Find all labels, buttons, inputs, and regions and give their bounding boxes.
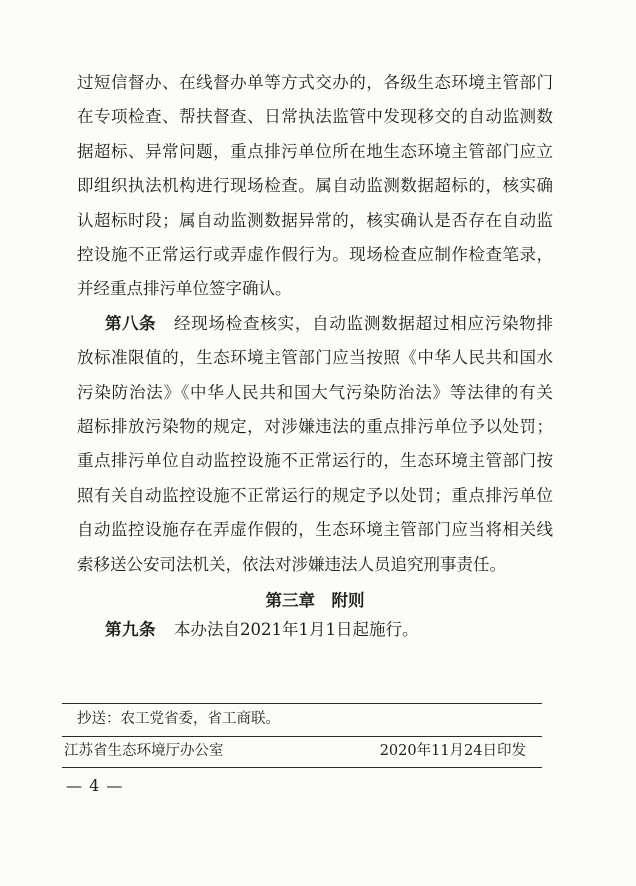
article-8-first-line [77, 307, 553, 341]
paragraph-line: 认超标时段；属自动监测数据异常的，核实确认是否存在自动监 [77, 210, 553, 230]
chapter-heading: 第三章 附则 [265, 591, 365, 610]
article-8-line: 放标准限值的，生态环境主管部门应当按照《中华人民共和国水 [77, 348, 553, 368]
article-8-line: 重点排污单位自动监控设施不正常运行的，生态环境主管部门按 [77, 451, 553, 471]
paragraph-line: 据超标、异常问题，重点排污单位所在地生态环境主管部门应立 [77, 141, 553, 161]
issuer-row [64, 741, 526, 761]
article-8-label: 第八条 [105, 313, 156, 333]
footer-divider [62, 736, 542, 737]
article-8-line: 自动监控设施存在弄虚作假的，生态环境主管部门应当将相关线 [77, 520, 553, 540]
issue-date: 2020年11月24日印发 [379, 743, 526, 759]
article-9-text: 本办法自2021年1月1日起施行。 [174, 620, 419, 639]
article-9-line [77, 613, 553, 647]
paragraph-line: 控设施不正常运行或弄虚作假行为。现场检查应制作检查笔录， [77, 245, 553, 264]
paragraph-line: 过短信督办、在线督办单等方式交办的，各级生态环境主管部门 [77, 73, 553, 92]
article-8-line: 索移送公安司法机关，依法对涉嫌违法人员追究刑事责任。 [77, 554, 506, 574]
paragraph-line: 即组织执法机构进行现场检查。属自动监测数据超标的，核实确 [77, 176, 553, 196]
issuer: 江苏省生态环境厅办公室 [64, 743, 224, 759]
article-8-line: 照有关自动监控设施不正常运行的规定予以处罚；重点排污单位 [77, 485, 553, 505]
footer-divider [62, 767, 542, 768]
cc-line: 抄送：农工党省委，省工商联。 [77, 711, 280, 727]
paragraph-line: 在专项检查、帮扶督查、日常执法监管中发现移交的自动监测数 [77, 107, 553, 127]
footer-divider [62, 703, 542, 704]
article-8-text: 经现场检查核实，自动监测数据超过相应污染物排 [174, 313, 553, 333]
article-8-line: 污染防治法》《中华人民共和国大气污染防治法》等法律的有关 [77, 382, 553, 402]
paragraph-line: 并经重点排污单位签字确认。 [77, 279, 292, 299]
page-number: — 4 — [66, 776, 124, 795]
article-9-label: 第九条 [105, 620, 156, 639]
article-8-line: 超标排放污染物的规定，对涉嫌违法的重点排污单位予以处罚； [77, 417, 553, 436]
